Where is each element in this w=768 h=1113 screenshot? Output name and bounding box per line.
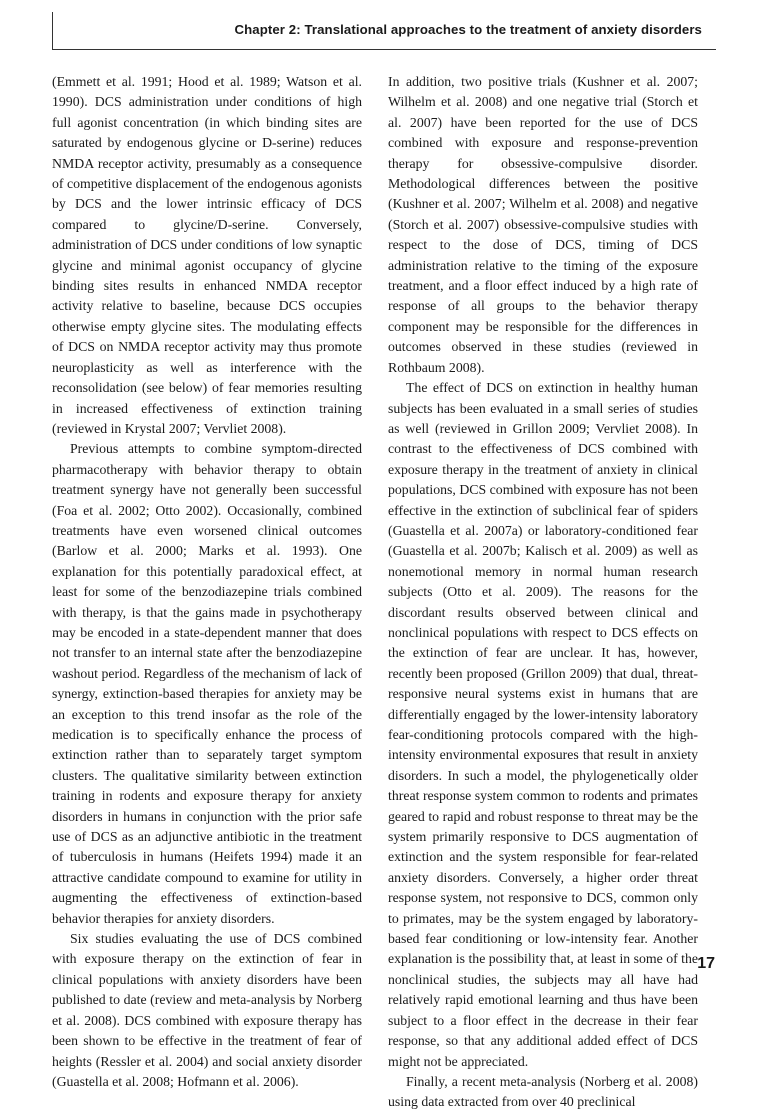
paragraph: Previous attempts to combine symptom-directed pharmacotherapy with behavior therapy to obtain treatment synergy have not generally been successful (Foa et al. 2002; Otto 2002). Occasionally, combined treatments have even worsened clinical outcomes (Barlow et al. 2000; Marks et al. 1993). One explanation for this potentially paradoxical effect, at least for some of the benzodiazepine trials combined with therapy, is that the gains made in psychotherapy may be encoded in a state-dependent manner that does not transfer to an internal state after the benzodiazepine washout period. Regardless of the mechanism of lack of synergy, extinction-based therapies for anxiety may be an exception to this trend insofar as the role of the medication is to specifically enhance the process of extinction rather than to separately target symptom clusters. The qualitative similarity between extinction training in rodents and exposure therapy for anxiety disorders in humans in conjunction with the prior safe use of DCS as an adjunctive antibiotic in the treatment of tuberculosis in humans (Heifets 1994) made it an attractive candidate compound to examine for utility in augmenting the effectiveness of extinction-based behavior therapies for anxiety disorders.	[52, 441, 362, 926]
page-number: 17	[697, 955, 715, 972]
paragraph: Six studies evaluating the use of DCS combined with exposure therapy on the extinction of fear in clinical populations with anxiety disorders have been published to date (review and meta-analysis by Norberg et al. 2008). DCS combined with exposure therapy has been shown to be effective in the treatment of fear of heights (Ressler et al. 2004) and social anxiety disorder (Guastella et al. 2008; Hofmann et al. 2006).	[52, 931, 362, 1089]
paragraph: (Emmett et al. 1991; Hood et al. 1989; Watson et al. 1990). DCS administration under conditions of high full agonist concentration (in which binding sites are saturated by endogenous glycine or D-serine) reduces NMDA receptor activity, presumably as a consequence of competitive displacement of the endogenous agonists by DCS and the lower intrinsic efficacy of DCS compared to glycine/D-serine. Conversely, administration of DCS under conditions of low synaptic glycine and minimal agonist occupancy of glycine binding sites results in enhanced NMDA receptor activity relative to baseline, because DCS occupies otherwise empty glycine sites. The modulating effects of DCS on NMDA receptor activity may thus promote neuroplasticity as well as interference with the reconsolidation (see below) of fear memories resulting in increased effectiveness of extinction training (reviewed in Krystal 2007; Vervliet 2008).	[52, 74, 362, 436]
right-column	[388, 72, 698, 1113]
paragraph: The effect of DCS on extinction in healthy human subjects has been evaluated in a small series of studies as well (reviewed in Grillon 2009; Vervliet 2008). In contrast to the effectiveness of DCS combined with exposure therapy in the treatment of anxiety in clinical populations, DCS combined with exposure has not been effective in the extinction of subclinical fear of spiders (Guastella et al. 2007a) or laboratory-conditioned fear (Guastella et al. 2007b; Kalisch et al. 2009) as well as nonemotional memory in normal human research subjects (Otto et al. 2009). The reasons for the discordant results observed between clinical and nonclinical populations with respect to DCS effects on the extinction of fear are unclear. It has, however, recently been proposed (Grillon 2009) that dual, threat-responsive neural systems exist in humans that are differentially engaged by the lower-intensity laboratory fear-conditioning protocols compared with the high-intensity environmental exposures that result in anxiety disorders. In such a model, the phylogenetically older threat response system common to rodents and primates geared to rapid and robust response to threat may be the system primarily responsive to DCS augmentation of extinction and the system responsible for fear-related anxiety disorders. Conversely, a higher order threat response system, not responsive to DCS, common only to primates, may be the system engaged by laboratory-based fear conditioning or low-intensity fear. Another explanation is the possibility that, at least in some of the nonclinical studies, the subjects may all have had relatively rapid emotional learning and thus have been subject to a floor effect in the decrease in their fear response, so that any additional added effect of DCS might not be appreciated.	[388, 380, 698, 1069]
paragraph: Finally, a recent meta-analysis (Norberg et al. 2008) using data extracted from over 40 preclinical	[388, 1073, 698, 1110]
running-header	[52, 12, 716, 50]
paragraph: In addition, two positive trials (Kushner et al. 2007; Wilhelm et al. 2008) and one negative trial (Storch et al. 2007) have been reported for the use of DCS combined with exposure and response-prevention therapy for obsessive-compulsive disorder. Methodological differences between the positive (Kushner et al. 2007; Wilhelm et al. 2008) and negative (Storch et al. 2007) obsessive-compulsive studies with respect to the dose of DCS, timing of DCS administration relative to the timing of the exposure treatment, and a floor effect induced by a high rate of response of all groups to the behavior therapy component may be responsible for the differences in outcomes observed in these studies (reviewed in Rothbaum 2008).	[388, 74, 698, 375]
left-column	[52, 72, 362, 1092]
chapter-title: Chapter 2: Translational approaches to the treatment of anxiety disorders	[234, 22, 702, 37]
